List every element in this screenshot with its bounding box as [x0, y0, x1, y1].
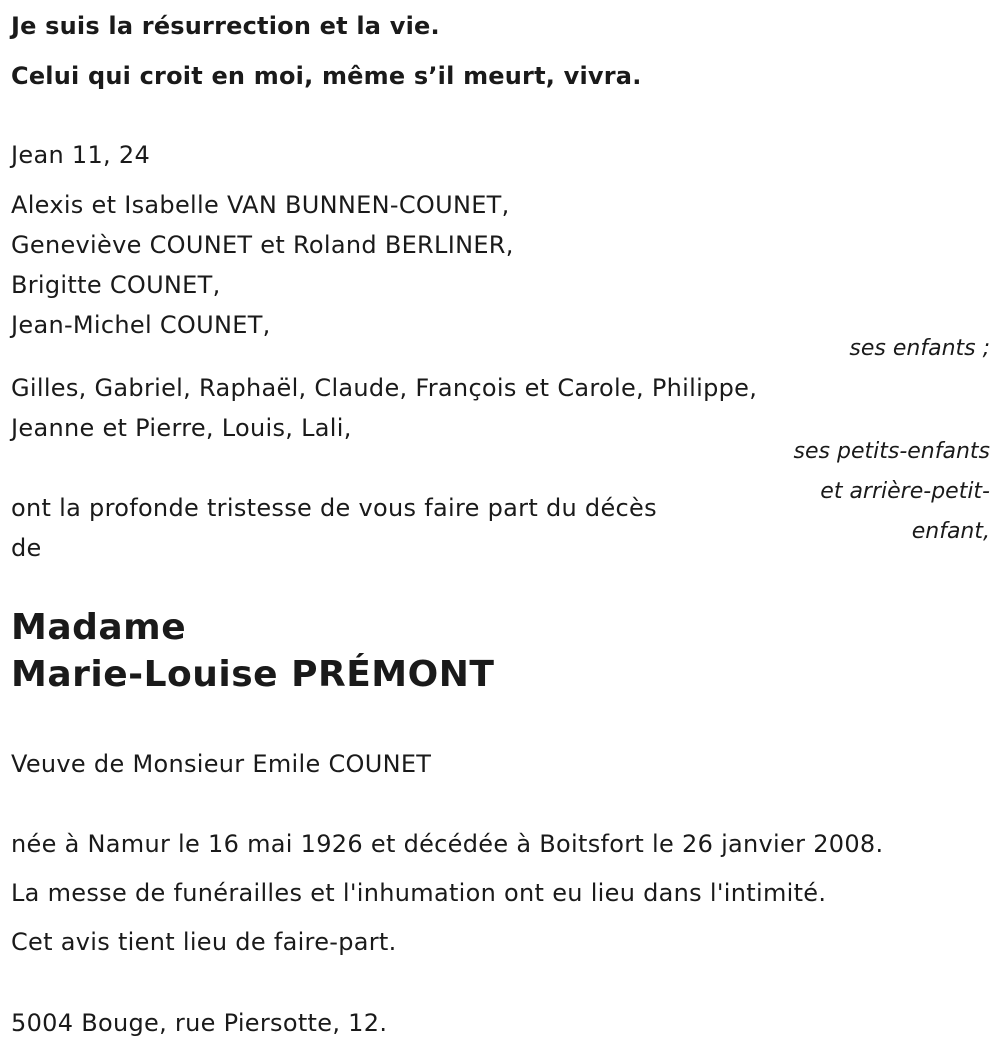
child-name: Geneviève COUNET et Roland BERLINER,	[11, 231, 514, 259]
funeral-line: La messe de funérailles et l'inhumation ont eu lieu dans l'intimité.	[11, 879, 827, 907]
grandchildren-role-label: enfant,	[911, 519, 990, 544]
announcement-line-2: de	[11, 534, 42, 562]
widow-of-line: Veuve de Monsieur Emile COUNET	[11, 750, 432, 778]
grandchildren-names-line: Gilles, Gabriel, Raphaël, Claude, François et Carole, Philippe,	[11, 374, 758, 402]
child-name: Jean-Michel COUNET,	[11, 311, 271, 339]
address-line: 5004 Bouge, rue Piersotte, 12.	[11, 1009, 388, 1037]
child-name: Brigitte COUNET,	[11, 271, 221, 299]
grandchildren-role-label: et arrière-petit-	[820, 479, 990, 504]
deceased-name: Marie-Louise PRÉMONT	[11, 654, 495, 695]
birth-death-line: née à Namur le 16 mai 1926 et décédée à Boitsfort le 26 janvier 2008.	[11, 830, 884, 858]
children-role-label: ses enfants ;	[849, 336, 990, 361]
scripture-quote-line-1: Je suis la résurrection et la vie.	[11, 12, 440, 40]
deceased-title: Madame	[11, 607, 187, 648]
notice-line: Cet avis tient lieu de faire-part.	[11, 928, 397, 956]
grandchildren-role-label: ses petits-enfants	[793, 439, 990, 464]
child-name: Alexis et Isabelle VAN BUNNEN-COUNET,	[11, 191, 510, 219]
scripture-reference: Jean 11, 24	[11, 141, 151, 169]
scripture-quote-line-2: Celui qui croit en moi, même s’il meurt, vivra.	[11, 62, 642, 90]
grandchildren-names-line: Jeanne et Pierre, Louis, Lali,	[11, 414, 352, 442]
announcement-line-1: ont la profonde tristesse de vous faire part du décès	[11, 494, 657, 522]
